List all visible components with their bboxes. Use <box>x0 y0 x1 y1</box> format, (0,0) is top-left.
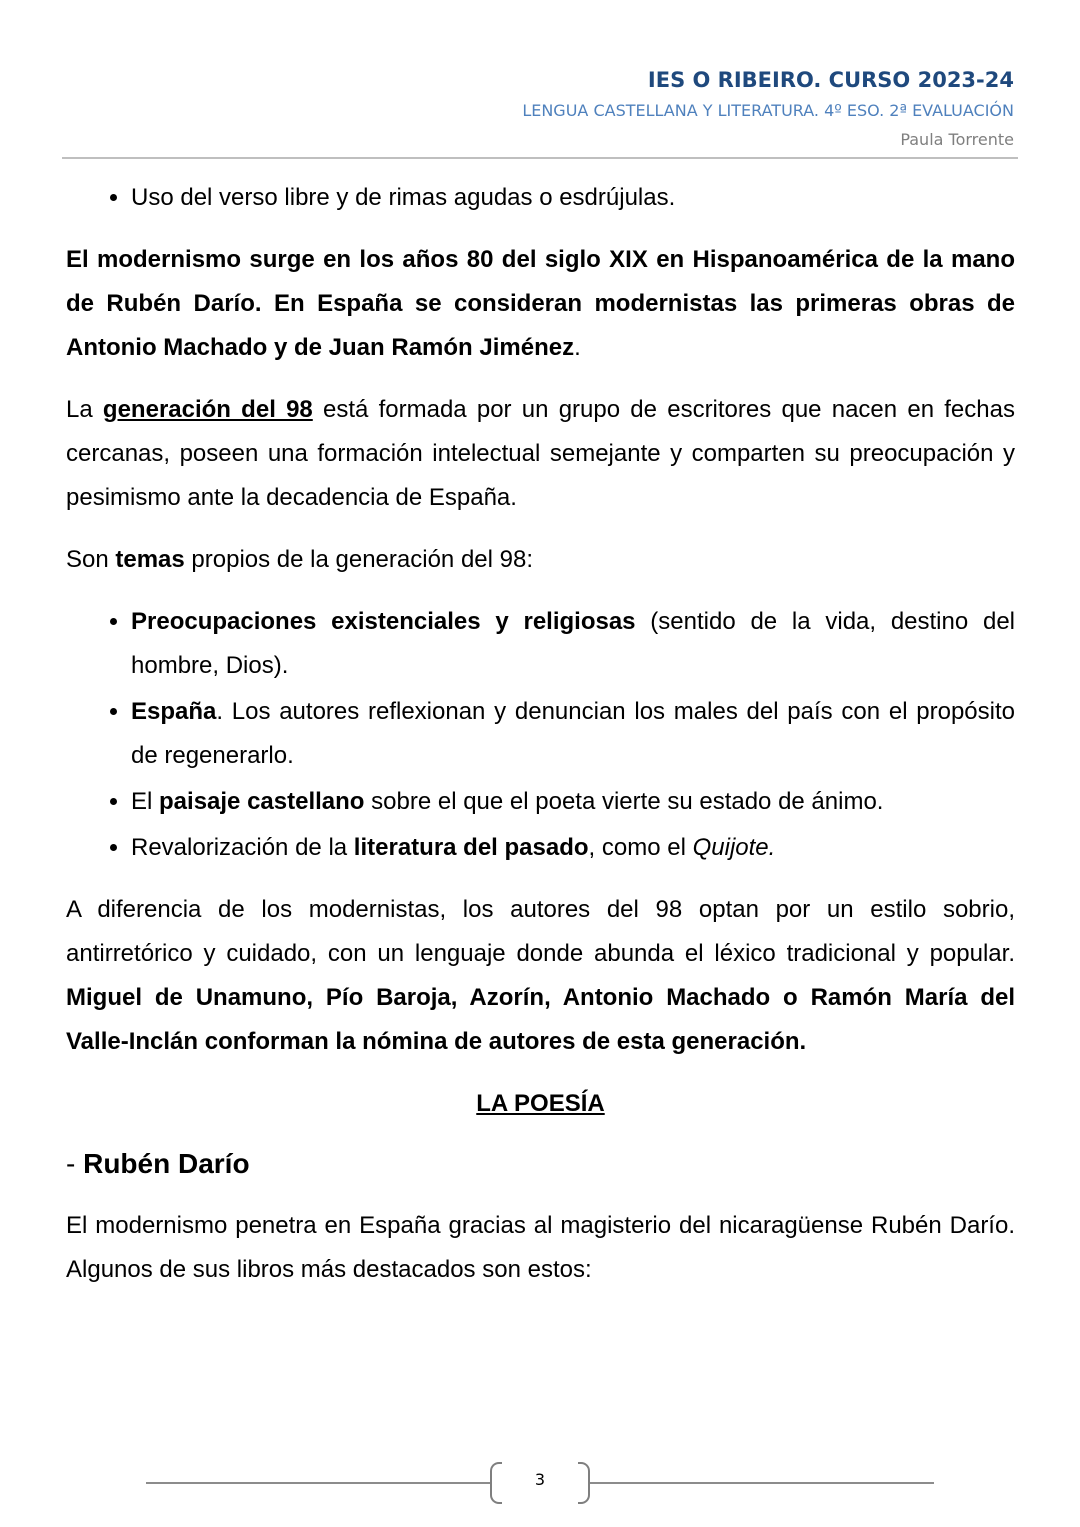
page-footer <box>0 1460 1080 1504</box>
header-school: IES O RIBEIRO. CURSO 2023-24 <box>647 68 1014 92</box>
text: está formada por un grupo de escritores que nacen en fechas cercanas, poseen una formación intelectual semejante y comparten su preocupación y pesimismo ante la decadencia de España. <box>66 396 1015 511</box>
author-name: Rubén Darío <box>83 1148 250 1179</box>
bold-text: paisaje castellano <box>159 788 365 815</box>
text: A diferencia de los modernistas, los autores del 98 optan por un estilo sobrio, antirretórico y cuidado, con un lenguaje donde abunda el léxico tradicional y popular. <box>66 896 1015 967</box>
text: Revalorización de la <box>131 834 354 861</box>
footer-bracket-right <box>578 1462 590 1504</box>
list-item <box>131 600 1015 688</box>
text: sobre el que el poeta vierte su estado de ánimo. <box>364 788 884 815</box>
text: El <box>131 788 160 815</box>
text: , como el <box>588 834 693 861</box>
paragraph-estilo <box>66 888 1015 1064</box>
bold-text: Miguel de Unamuno, Pío Baroja, Azorín, Antonio Machado o Ramón María del Valle-Inclán conforman la nómina de autores de esta generación. <box>66 984 1015 1055</box>
footer-line-right <box>590 1482 934 1484</box>
section-title: LA POESÍA <box>476 1090 605 1117</box>
paragraph-modernismo <box>66 238 1015 370</box>
paragraph-temas-intro <box>66 538 1015 582</box>
bold-text: España <box>131 698 217 725</box>
list-item: • Uso del verso libre y de rimas agudas o esdrújulas. <box>131 176 1015 220</box>
page-number: 3 <box>534 1470 546 1489</box>
bold-text: literatura del pasado <box>353 834 589 861</box>
text: propios de la generación del 98: <box>184 546 533 573</box>
bullet-list-top <box>66 176 1015 220</box>
text: . <box>574 334 581 361</box>
text: Son <box>66 546 116 573</box>
text: La <box>66 396 103 423</box>
text: . Los autores reflexionan y denuncian los males del país con el propósito de regenerarlo. <box>131 698 1015 769</box>
term-generacion-98: generación del 98 <box>102 396 313 423</box>
list-item <box>131 826 1015 870</box>
footer-line-left <box>146 1482 490 1484</box>
italic-title: Quijote. <box>692 834 776 861</box>
header-subject: LENGUA CASTELLANA Y LITERATURA. 4º ESO. 2ª EVALUACIÓN <box>522 101 1014 120</box>
bold-text: temas <box>115 546 185 573</box>
dash: - <box>66 1148 84 1179</box>
bold-text: Preocupaciones existenciales y religiosas <box>131 608 636 635</box>
header-divider <box>62 157 1018 159</box>
page-header <box>522 64 1014 153</box>
bold-text: El modernismo surge en los años 80 del siglo XIX en Hispanoamérica de la mano de Rubén Darío. En España se consideran modernistas las primeras obras de Antonio Machado y de Juan Ramón Jiménez <box>66 246 1015 361</box>
text: (sentido de la vida, destino del hombre, Dios). <box>131 608 1015 679</box>
list-item <box>131 780 1015 824</box>
document-body <box>66 176 1015 1310</box>
paragraph-generacion <box>66 388 1015 520</box>
list-item <box>131 690 1015 778</box>
temas-list <box>66 600 1015 870</box>
subsection-heading <box>66 1142 1015 1186</box>
header-author: Paula Torrente <box>900 130 1014 149</box>
paragraph-ruben: El modernismo penetra en España gracias al magisterio del nicaragüense Rubén Darío. Algunos de sus libros más destacados son estos: <box>66 1212 1015 1283</box>
